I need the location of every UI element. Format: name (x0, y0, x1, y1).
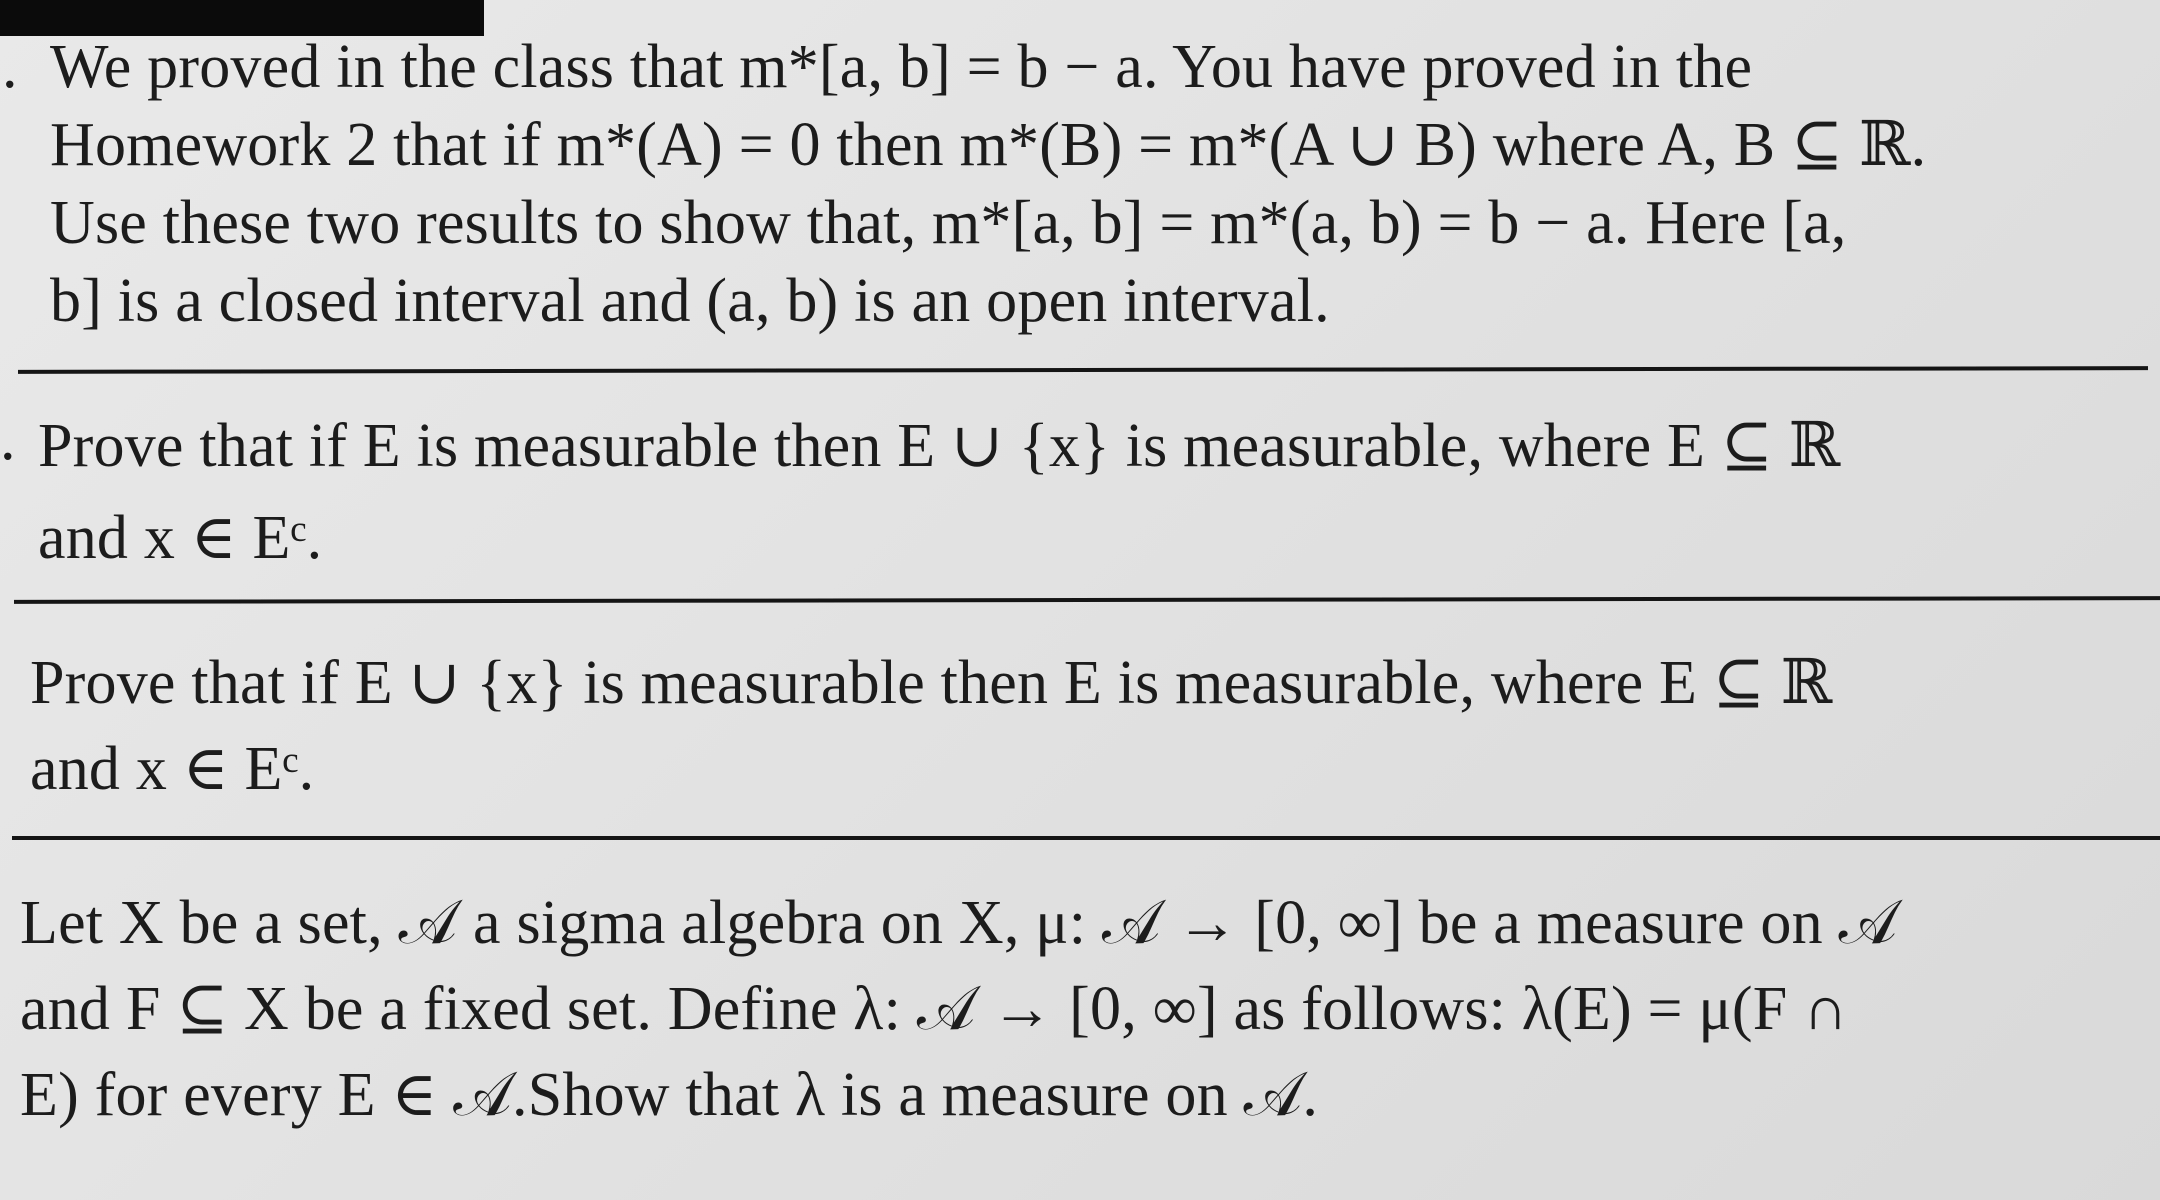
problem-2 (0, 400, 2160, 584)
problem-1-line-4: b] is a closed interval and (a, b) is an open interval. (50, 267, 1330, 335)
problem-3-line-2: and x ∈ Eᶜ. (30, 735, 315, 803)
problem-3-line-1: Prove that if E ∪ {x} is measurable then E is measurable, where E ⊆ ℝ (30, 649, 1833, 717)
divider-3 (12, 836, 2160, 840)
problem-3 (0, 640, 2160, 812)
divider-1 (18, 366, 2148, 374)
problem-2-line-2: and x ∈ Eᶜ. (38, 504, 323, 572)
problem-1-bullet: . (2, 33, 18, 101)
problem-2-bullet: . (0, 405, 16, 473)
problem-4-line-1: Let X be a set, 𝒜 a sigma algebra on X, μ: 𝒜 → [0, ∞] be a measure on 𝒜 (20, 889, 1898, 957)
problem-1-line-2: Homework 2 that if m*(A) = 0 then m*(B) = m*(A ∪ B) where A, B ⊆ ℝ. (50, 111, 1927, 179)
problem-1-line-3: Use these two results to show that, m*[a, b] = m*(a, b) = b − a. Here [a, (50, 189, 1847, 257)
problem-1 (0, 28, 2160, 340)
problem-1-line-1: We proved in the class that m*[a, b] = b − a. You have proved in the (50, 33, 1753, 101)
divider-2 (14, 596, 2160, 604)
problem-4-line-3: E) for every E ∈ 𝒜.Show that λ is a measure on 𝒜. (20, 1061, 1319, 1129)
problem-2-line-1: Prove that if E is measurable then E ∪ {x} is measurable, where E ⊆ ℝ (38, 412, 1841, 480)
problem-4-line-2: and F ⊆ X be a fixed set. Define λ: 𝒜 → [0, ∞] as follows: λ(E) = μ(F ∩ (20, 975, 1849, 1043)
problem-4 (0, 880, 2160, 1138)
